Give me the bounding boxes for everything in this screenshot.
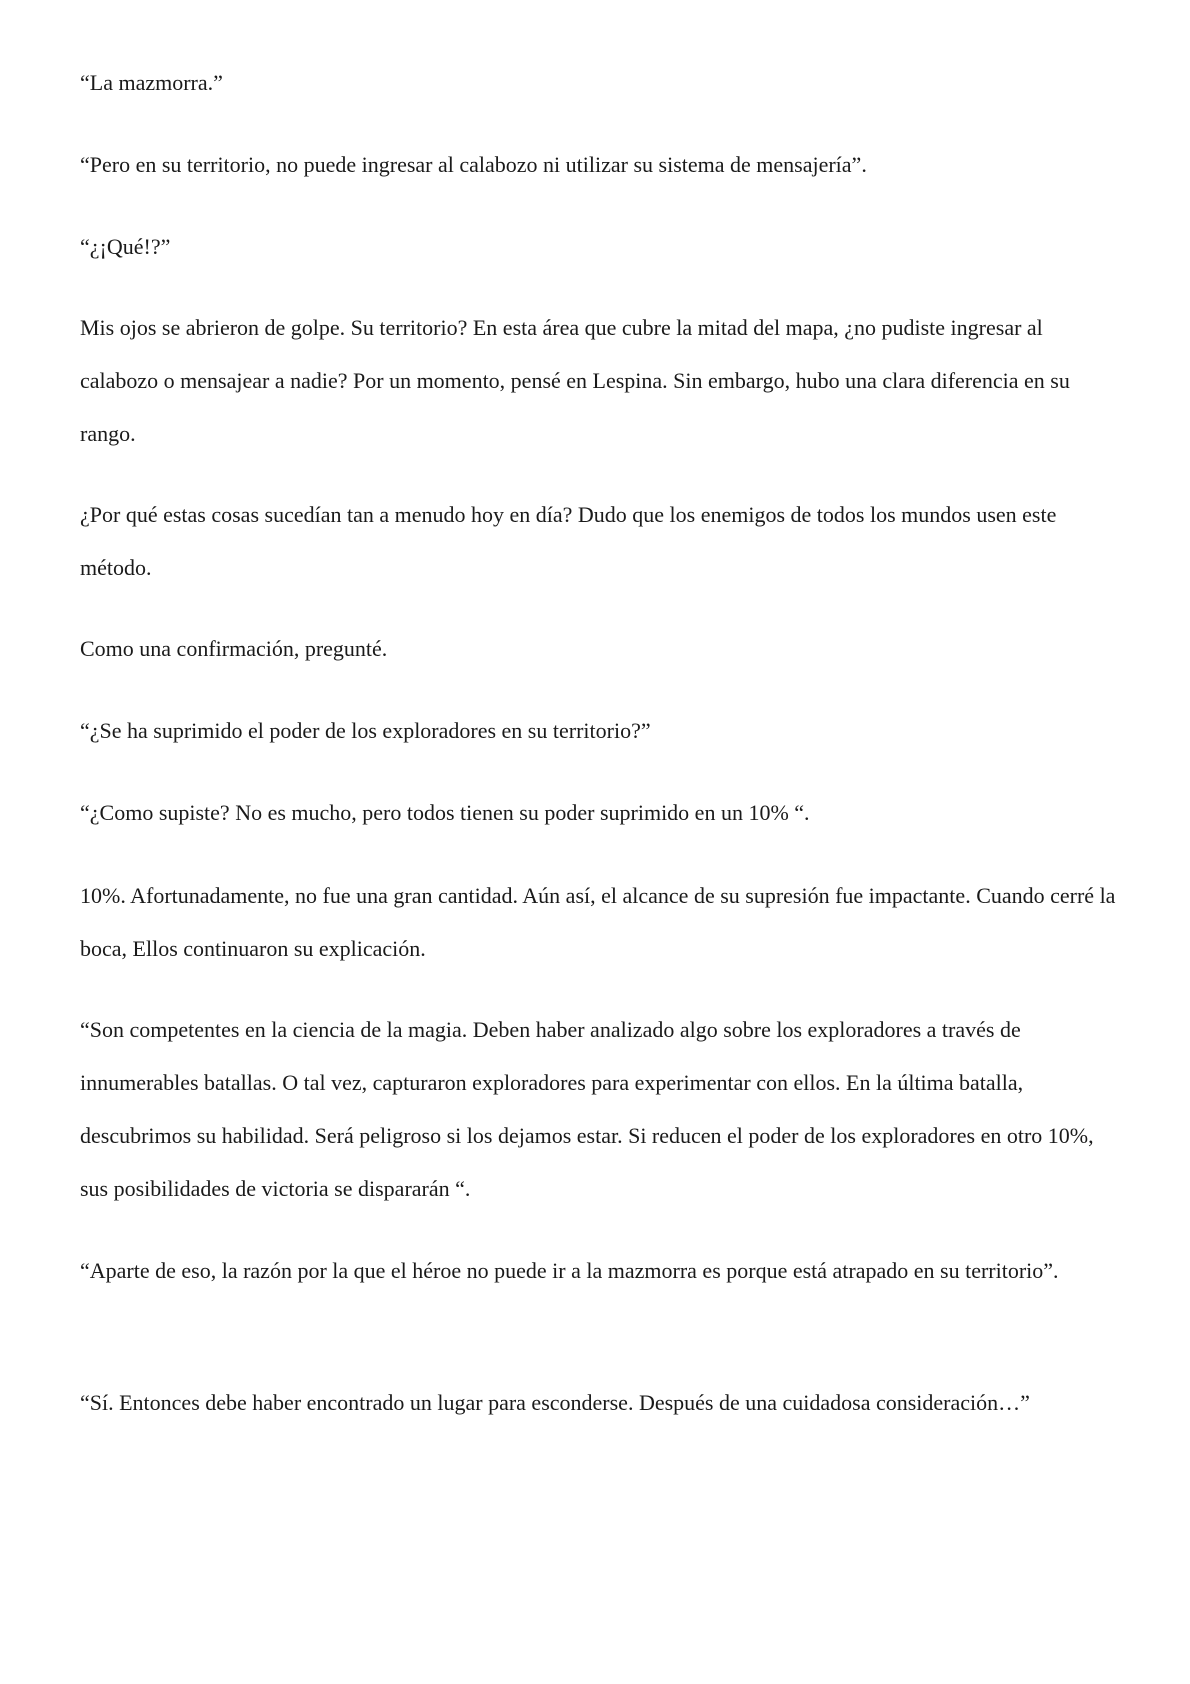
paragraph-1: “La mazmorra.” (80, 70, 223, 95)
paragraph-11: “Aparte de eso, la razón por la que el héroe no puede ir a la mazmorra es porque está atrapado en su territorio”. (80, 1258, 1059, 1283)
paragraph-4: Mis ojos se abrieron de golpe. Su territorio? En esta área que cubre la mitad del mapa, ¿no pudiste ingresar al calabozo o mensajear a nadie? Por un momento, pensé en Lespina. Sin embargo, hubo una clara diferencia en su rango. (80, 315, 1070, 446)
paragraph-10: “Son competentes en la ciencia de la magia. Deben haber analizado algo sobre los exploradores a través de innumerables batallas. O tal vez, capturaron exploradores para experimentar con ellos. En la última batalla, descubrimos su habilidad. Será peligroso si los dejamos estar. Si reducen el poder de los exploradores en otro 10%, sus posibilidades de victoria se dispararán “. (80, 1017, 1094, 1201)
paragraph-6: Como una confirmación, pregunté. (80, 636, 388, 661)
paragraph-3: “¿¡Qué!?” (80, 234, 171, 259)
paragraph-12: “Sí. Entonces debe haber encontrado un lugar para esconderse. Después de una cuidadosa consideración…” (80, 1390, 1030, 1415)
paragraph-7: “¿Se ha suprimido el poder de los exploradores en su territorio?” (80, 718, 651, 743)
paragraph-9: 10%. Afortunadamente, no fue una gran cantidad. Aún así, el alcance de su supresión fue impactante. Cuando cerré la boca, Ellos continuaron su explicación. (80, 883, 1116, 961)
paragraph-2: “Pero en su territorio, no puede ingresar al calabozo ni utilizar su sistema de mensajería”. (80, 152, 867, 177)
paragraph-8: “¿Como supiste? No es mucho, pero todos tienen su poder suprimido en un 10% “. (80, 800, 810, 825)
paragraph-5: ¿Por qué estas cosas sucedían tan a menudo hoy en día? Dudo que los enemigos de todos los mundos usen este método. (80, 502, 1057, 580)
